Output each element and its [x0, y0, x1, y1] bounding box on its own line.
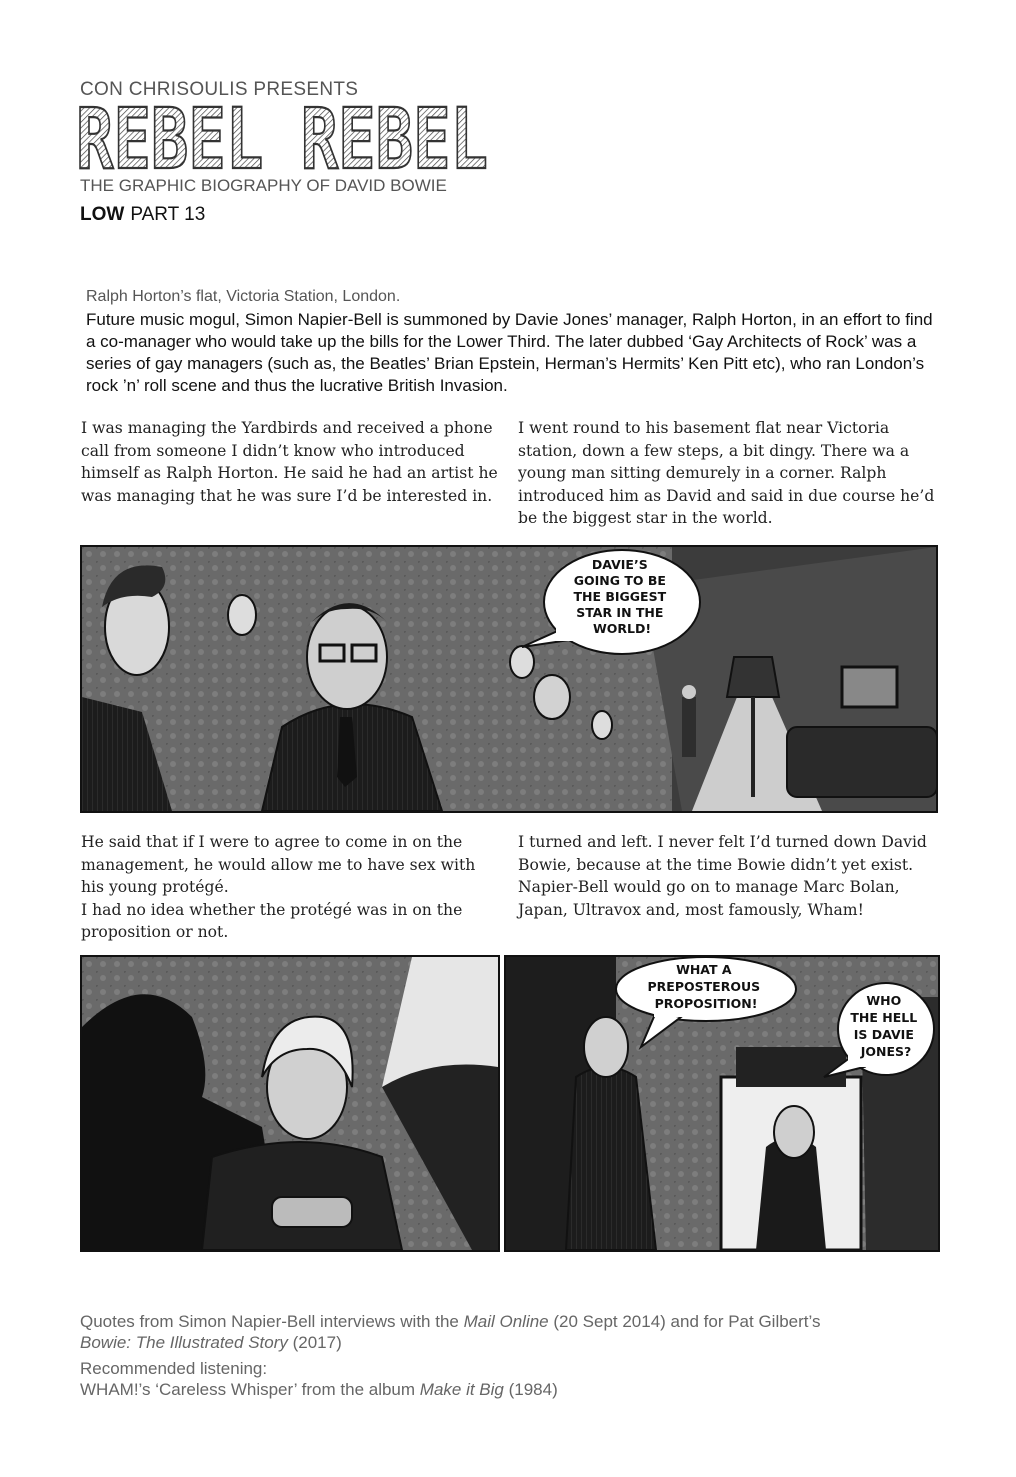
logo-title: REBEL REBEL — [76, 104, 488, 176]
listening-line — [80, 1379, 940, 1400]
balloon-line: WHO — [866, 993, 902, 1008]
quote-3 — [81, 831, 501, 944]
rebel-rebel-logo — [76, 104, 496, 176]
part-number: PART 13 — [130, 204, 206, 225]
intro-paragraph: Future music mogul, Simon Napier-Bell is summoned by Davie Jones’ manager, Ralph Horton, in an effort to find a co-manager who would take up the bills for the Lower Third. The later dubbed ‘Gay Architects of Rock’ was a series of gay managers (such as, the Beatles’ Brian Epstein, Herman’s Hermits’ Ken Pitt etc), who ran London’s rock ’n’ roll scene and thus the lucrative British Invasion. — [86, 310, 933, 395]
balloon-line: STAR IN THE — [576, 605, 664, 620]
balloon-line: PROPOSITION! — [654, 996, 758, 1011]
listening-pre: WHAM!’s ‘Careless Whisper’ from the album — [80, 1380, 420, 1399]
balloon-line: GOING TO BE — [573, 573, 666, 588]
balloon-line: THE BIGGEST — [573, 589, 667, 604]
balloon-line: THE HELL — [850, 1010, 918, 1025]
scene-location: Ralph Horton’s flat, Victoria Station, London. — [86, 288, 401, 305]
quote-3-line-a: He said that if I were to agree to come in on the management, he would allow me to have sex with his young protégé. — [81, 833, 476, 896]
quote-4-line-b: Napier-Bell would go on to manage Marc Bolan, Japan, Ultravox and, most famously, Wham! — [518, 878, 900, 919]
part-title: LOW — [80, 204, 125, 225]
presents-line: CON CHRISOULIS PRESENTS — [80, 79, 359, 100]
balloon-line: WORLD! — [592, 621, 652, 636]
book-subtitle: THE GRAPHIC BIOGRAPHY OF DAVID BOWIE — [80, 176, 447, 195]
part-heading — [80, 204, 205, 226]
balloon-line: PREPOSTEROUS — [647, 979, 761, 994]
balloon-line: JONES? — [860, 1044, 912, 1059]
comic-panel-3 — [504, 955, 940, 1252]
sources-note — [80, 1311, 940, 1353]
balloon-line: IS DAVIE — [853, 1027, 914, 1042]
quote-2: I went round to his basement flat near Victoria station, down a few steps, a bit dingy. There wa a young man sitting demurely in a corner. Ralph introduced him as David and said in due course he’d be the biggest star in the world. — [518, 419, 935, 527]
quote-4-line-a: I turned and left. I never felt I’d turned down David Bowie, because at the time Bowie didn’t yet exist. — [518, 833, 927, 874]
listening-year: (1984) — [503, 1380, 558, 1399]
comic-panel-2 — [80, 955, 500, 1252]
listening-album: Make it Big — [419, 1380, 504, 1399]
balloon-line: DAVIE’S — [591, 557, 648, 572]
sources-mail: Mail Online — [463, 1312, 549, 1331]
quote-4 — [518, 831, 938, 921]
comic-panel-1 — [80, 545, 938, 813]
sources-mid: (20 Sept 2014) and for Pat Gilbert’s — [548, 1312, 821, 1331]
balloon-line: WHAT A — [676, 962, 732, 977]
sources-year: (2017) — [287, 1333, 342, 1352]
quote-1: I was managing the Yardbirds and received a phone call from someone I didn’t know who introduced himself as Ralph Horton. He said he had an artist he was managing that he was sure I’d be interested in. — [81, 419, 498, 505]
quote-3-line-b: I had no idea whether the protégé was in on the proposition or not. — [81, 900, 463, 941]
sources-book: Bowie: The Illustrated Story — [80, 1333, 288, 1352]
sources-pre: Quotes from Simon Napier-Bell interviews with the — [80, 1312, 464, 1331]
listening-label: Recommended listening: — [80, 1359, 268, 1378]
